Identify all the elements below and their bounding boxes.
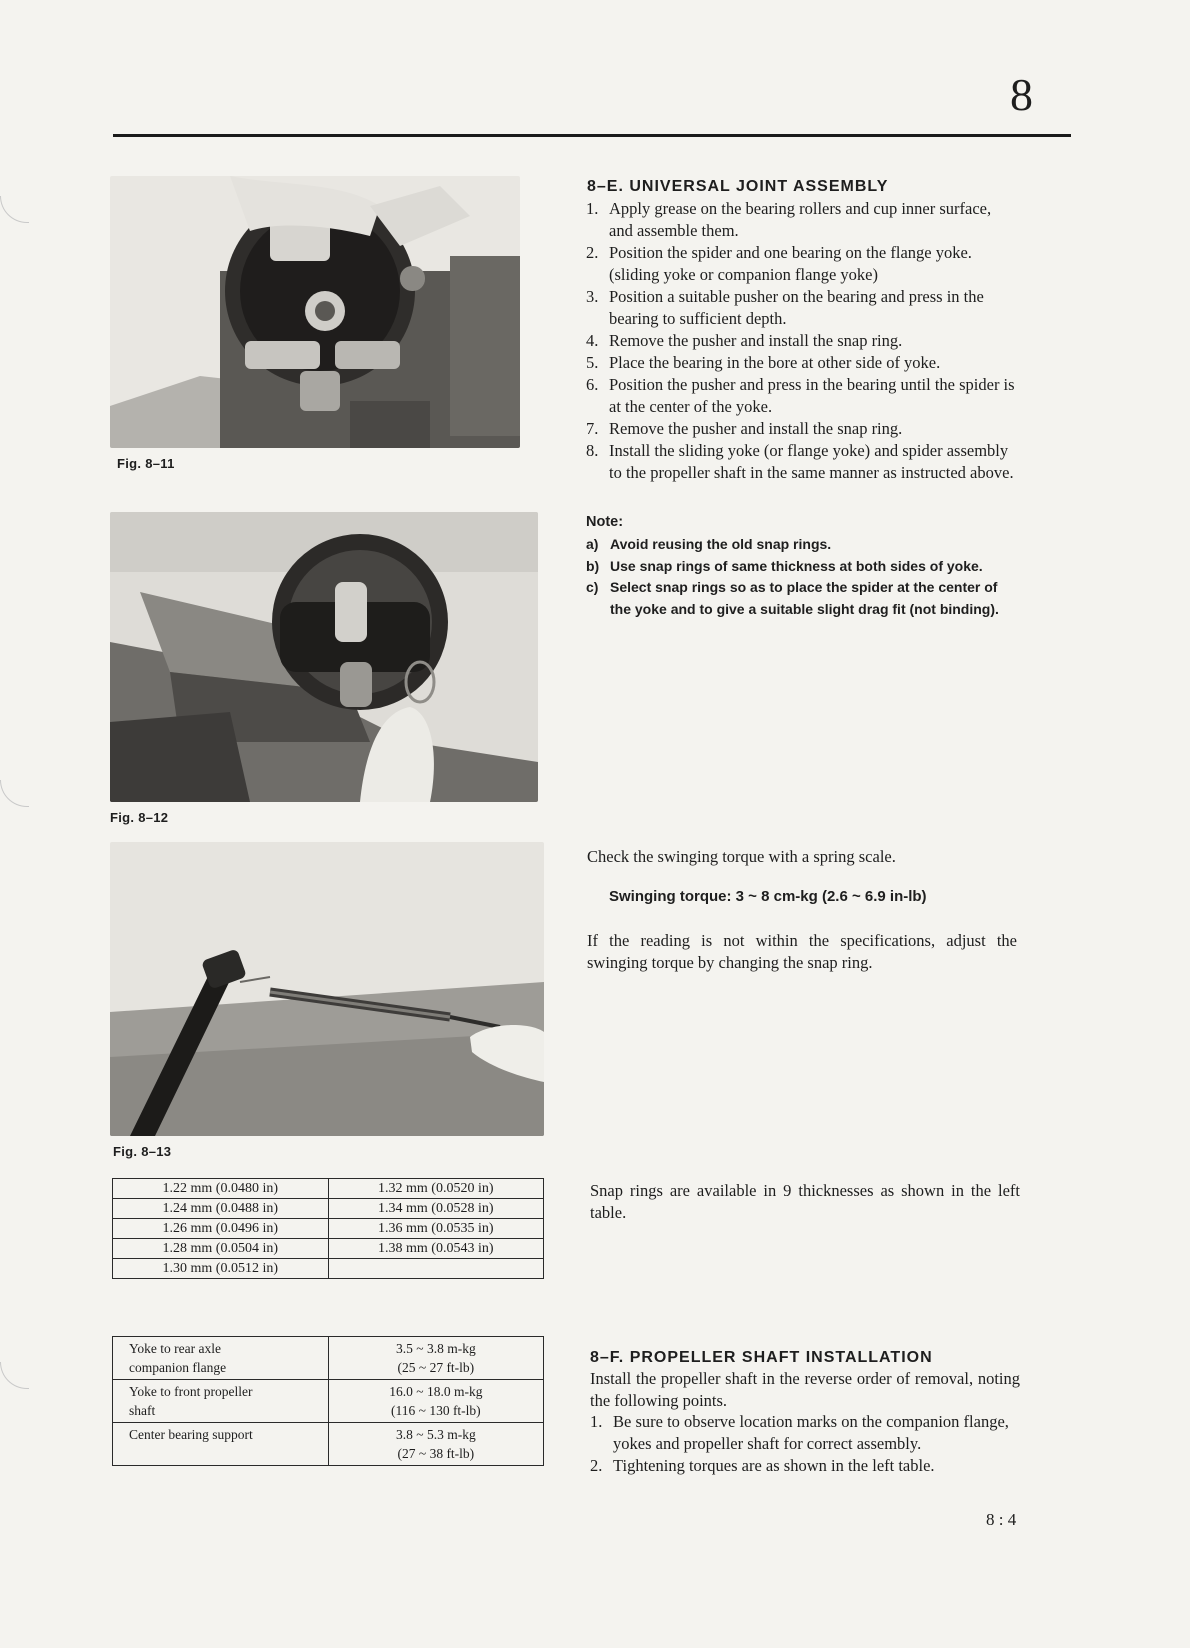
section-f-steps (588, 1411, 1020, 1477)
table-row (113, 1179, 544, 1199)
snap-ring-table (112, 1178, 544, 1279)
table-cell: Center bearing support (113, 1423, 329, 1466)
list-item: 2. Position the spider and one bearing on the flange yoke. (sliding yoke or companion flange yoke) (586, 243, 972, 284)
table-cell: Yoke to rear axle companion flange (113, 1337, 329, 1380)
list-item: c) Select snap rings so as to place the spider at the center of the yoke and to give a suitable slight drag fit (not binding). (586, 579, 999, 617)
table-row (113, 1239, 544, 1259)
binder-hole-mark (0, 196, 29, 223)
table-cell: 1.28 mm (0.0504 in) (113, 1239, 329, 1259)
adjust-text: If the reading is not within the specifications, adjust the swinging torque by changing the snap ring. (587, 931, 1017, 972)
chapter-number: 8 (1010, 69, 1033, 120)
figure-caption: Fig. 8–11 (117, 456, 175, 471)
table-cell: 1.30 mm (0.0512 in) (113, 1259, 329, 1279)
table-cell: 3.5 ~ 3.8 m-kg (25 ~ 27 ft-lb) (328, 1337, 543, 1380)
table-cell: 1.38 mm (0.0543 in) (328, 1239, 544, 1259)
binder-hole-mark (0, 1362, 29, 1389)
section-f-intro: Install the propeller shaft in the reverse order of removal, noting the following points. (590, 1369, 1020, 1410)
figure-caption: Fig. 8–12 (110, 810, 169, 825)
list-item: 3. Position a suitable pusher on the bearing and press in the bearing to sufficient depth. (586, 287, 984, 328)
table-cell: 1.22 mm (0.0480 in) (113, 1179, 329, 1199)
section-e-steps (584, 198, 1016, 484)
check-swing-text: Check the swinging torque with a spring scale. (587, 847, 896, 866)
list-item: 4. Remove the pusher and install the snap ring. (586, 331, 903, 350)
table-cell: 1.32 mm (0.0520 in) (328, 1179, 544, 1199)
table-cell: 3.8 ~ 5.3 m-kg (27 ~ 38 ft-lb) (328, 1423, 543, 1466)
table-cell (328, 1259, 544, 1279)
swinging-torque-spec: Swinging torque: 3 ~ 8 cm-kg (2.6 ~ 6.9 in-lb) (609, 888, 927, 905)
table-row (113, 1259, 544, 1279)
list-item: a) Avoid reusing the old snap rings. (586, 536, 832, 552)
list-item: 1. Be sure to observe location marks on the companion flange, yokes and propeller shaft for correct assembly. (590, 1412, 1009, 1453)
header-rule (113, 134, 1071, 137)
list-item: 2. Tightening torques are as shown in the left table. (590, 1456, 935, 1475)
list-item: b) Use snap rings of same thickness at both sides of yoke. (586, 557, 983, 574)
note-title: Note: (586, 514, 624, 530)
table-row (113, 1199, 544, 1219)
table-row (113, 1219, 544, 1239)
section-f-title: 8–F. PROPELLER SHAFT INSTALLATION (590, 1349, 933, 1366)
table-row (113, 1423, 544, 1466)
list-item: 7. Remove the pusher and install the snap ring. (586, 419, 903, 438)
list-item: 5. Place the bearing in the bore at other side of yoke. (586, 353, 941, 372)
list-item: 8. Install the sliding yoke (or flange yoke) and spider assembly to the propeller shaft in the same manner as instructed above. (586, 441, 1014, 482)
torque-table (112, 1336, 544, 1466)
figure-8-11-photo (110, 176, 520, 448)
list-item: 6. Position the pusher and press in the bearing until the spider is at the center of the yoke. (586, 375, 1015, 416)
table-cell: 1.26 mm (0.0496 in) (113, 1219, 329, 1239)
figure-8-13-photo (110, 842, 544, 1136)
table-cell: Yoke to front propeller shaft (113, 1380, 329, 1423)
note-list (586, 534, 1018, 620)
figure-8-12-photo (110, 512, 538, 802)
table-cell: 1.36 mm (0.0535 in) (328, 1219, 544, 1239)
table-row (113, 1380, 544, 1423)
list-item: 1. Apply grease on the bearing rollers and cup inner surface, and assemble them. (586, 199, 992, 240)
table-cell: 16.0 ~ 18.0 m-kg (116 ~ 130 ft-lb) (328, 1380, 543, 1423)
table-cell: 1.24 mm (0.0488 in) (113, 1199, 329, 1219)
snap-table-caption: Snap rings are available in 9 thicknesses as shown in the left table. (590, 1181, 1020, 1222)
table-cell: 1.34 mm (0.0528 in) (328, 1199, 544, 1219)
table-row (113, 1337, 544, 1380)
section-e-title: 8–E. UNIVERSAL JOINT ASSEMBLY (587, 178, 889, 195)
binder-hole-mark (0, 780, 29, 807)
page-number: 8 : 4 (986, 1510, 1017, 1529)
figure-caption: Fig. 8–13 (113, 1144, 172, 1159)
